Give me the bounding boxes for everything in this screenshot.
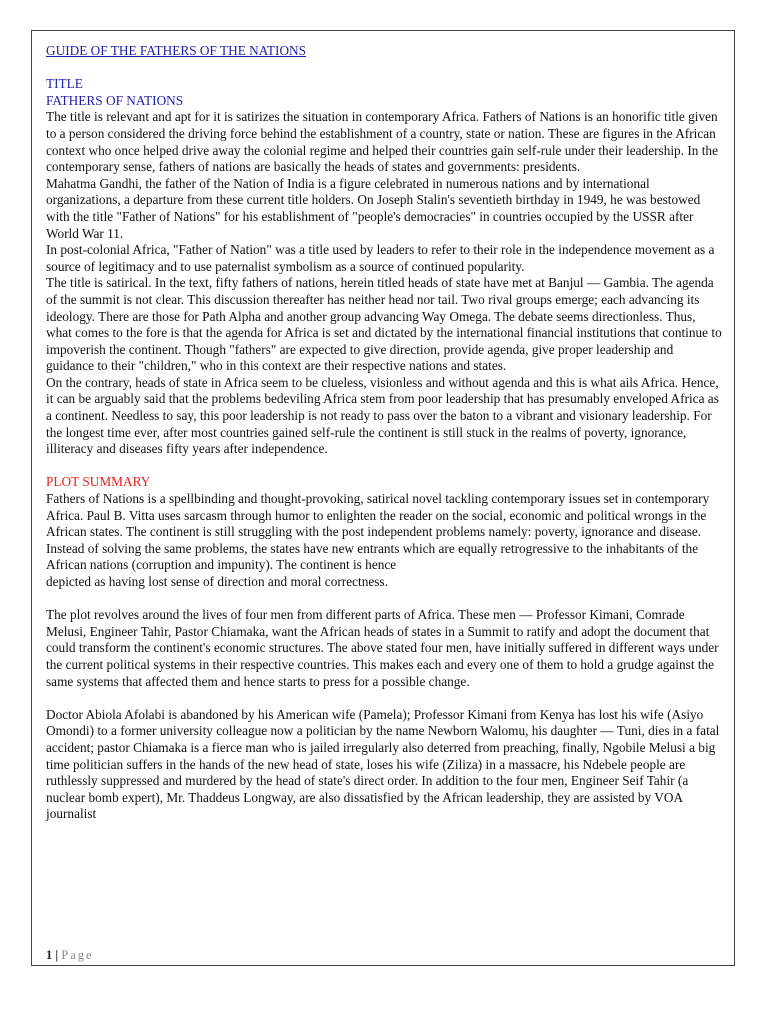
document-heading: GUIDE OF THE FATHERS OF THE NATIONS — [46, 43, 307, 58]
footer-separator: | — [55, 948, 59, 962]
spacer — [46, 690, 722, 707]
section-title-name: FATHERS OF NATIONS — [46, 92, 184, 108]
title-paragraph: On the contrary, heads of state in Africa seem to be clueless, visionless and without agenda and this is what ails Africa. Hence, it can be arguably said that the problems bedeviling Africa stem from poor leadership that has presumably enveloped Africa as a continent. Needless to say, this poor leadership is not ready to pass over the baton to a vibrant and visionary leadership. For the longest time ever, after most countries gained self-rule the continent is still stuck in the realms of poverty, ignorance, illiteracy and diseases fifty years after independence. — [46, 374, 719, 457]
section-title-label: TITLE — [46, 76, 83, 92]
spacer — [46, 458, 722, 475]
plot-paragraph: The plot revolves around the lives of four men from different parts of Africa. These men — Professor Kimani, Comrade Melusi, Engineer Tahir, Pastor Chiamaka, want the African heads of states in a Summit to ratify and adopt the document that could transform the continent's economic structures. The above stated four men, have initially suffered in different ways under the current political systems in their respective countries. This makes each and every one of them to hold a grudge against the same systems that affected them and hence starts to press for a possible change. — [46, 607, 719, 689]
page-label: Page — [61, 948, 94, 962]
title-paragraph: In post-colonial Africa, "Father of Nation" was a title used by leaders to refer to their role in the independence movement as a source of legitimacy and to use paternalist symbolism as a source of continued popularity. — [46, 242, 715, 274]
document-body — [46, 43, 722, 823]
plot-summary-heading: PLOT SUMMARY — [46, 474, 151, 490]
spacer — [46, 591, 722, 608]
title-paragraph: The title is satirical. In the text, fifty fathers of nations, herein titled heads of state have met at Banjul — Gambia. The agenda of the summit is not clear. This discussion thereafter has neither head nor tail. Two rival groups emerge; each advancing its ideology. There are those for Path Alpha and another group advancing Way Omega. The debate seems directionless. Thus, what comes to the fore is that the agenda for Africa is set and dictated by the international financial institutions that continue to impoverish the continent. Though "fathers" are expected to give direction, provide agenda, give proper leadership and guidance to their "children," who in this context are their respective nations and states. — [46, 275, 722, 374]
plot-paragraph: Doctor Abiola Afolabi is abandoned by his American wife (Pamela); Professor Kimani from Kenya has lost his wife (Asiyo Omondi) to a former university colleague now a politician by the name Newborn Walomu, his daughter — Tuni, dies in a fatal accident; pastor Chiamaka is a fierce man who is jailed irregularly also deterred from preaching, finally, Ngobile Melusi a big time politician suffers in the hands of the new head of state, loses his wife (Ziliza) in a massacre, his Ndebele people are ruthlessly suppressed and murdered by the head of state's direct order. In addition to the four men, Engineer Seif Tahir (a nuclear bomb expert), Mr. Thaddeus Longway, are also dissatisfied by the African leadership, they are assisted by VOA journalist — [46, 706, 720, 822]
plot-paragraph: depicted as having lost sense of direction and moral correctness. — [46, 574, 388, 589]
plot-paragraph: Fathers of Nations is a spellbinding and thought-provoking, satirical novel tackling contemporary issues set in contemporary Africa. Paul B. Vitta uses sarcasm through humor to enlighten the reader on the social, economic and political wrongs in the African states. The continent is still struggling with the post independent problems namely: poverty, ignorance and disease. Instead of solving the same problems, the states have new entrants which are equally retrogressive to the inhabitants of the African nations (corruption and impunity). The continent is hence — [46, 491, 710, 573]
title-paragraph: The title is relevant and apt for it is satirizes the situation in contemporary Africa. Fathers of Nations is an honorific title given to a person considered the driving force behind the establishment of a country, state or nation. These are figures in the African context who once helped drive away the colonial regime and helped their countries gain self-rule under their leadership. In the contemporary sense, fathers of nations are basically the heads of states and governments: presidents. — [46, 109, 718, 175]
page-number: 1 — [46, 948, 53, 962]
page-footer — [46, 948, 94, 963]
title-paragraph: Mahatma Gandhi, the father of the Nation of India is a figure celebrated in numerous nations and by international organizations, a departure from these current title holders. On Joseph Stalin's seventieth birthday in 1949, he was bestowed with the title "Father of Nations" for his establishment of "people's democracies" in countries occupied by the USSR after World War 11. — [46, 175, 701, 241]
